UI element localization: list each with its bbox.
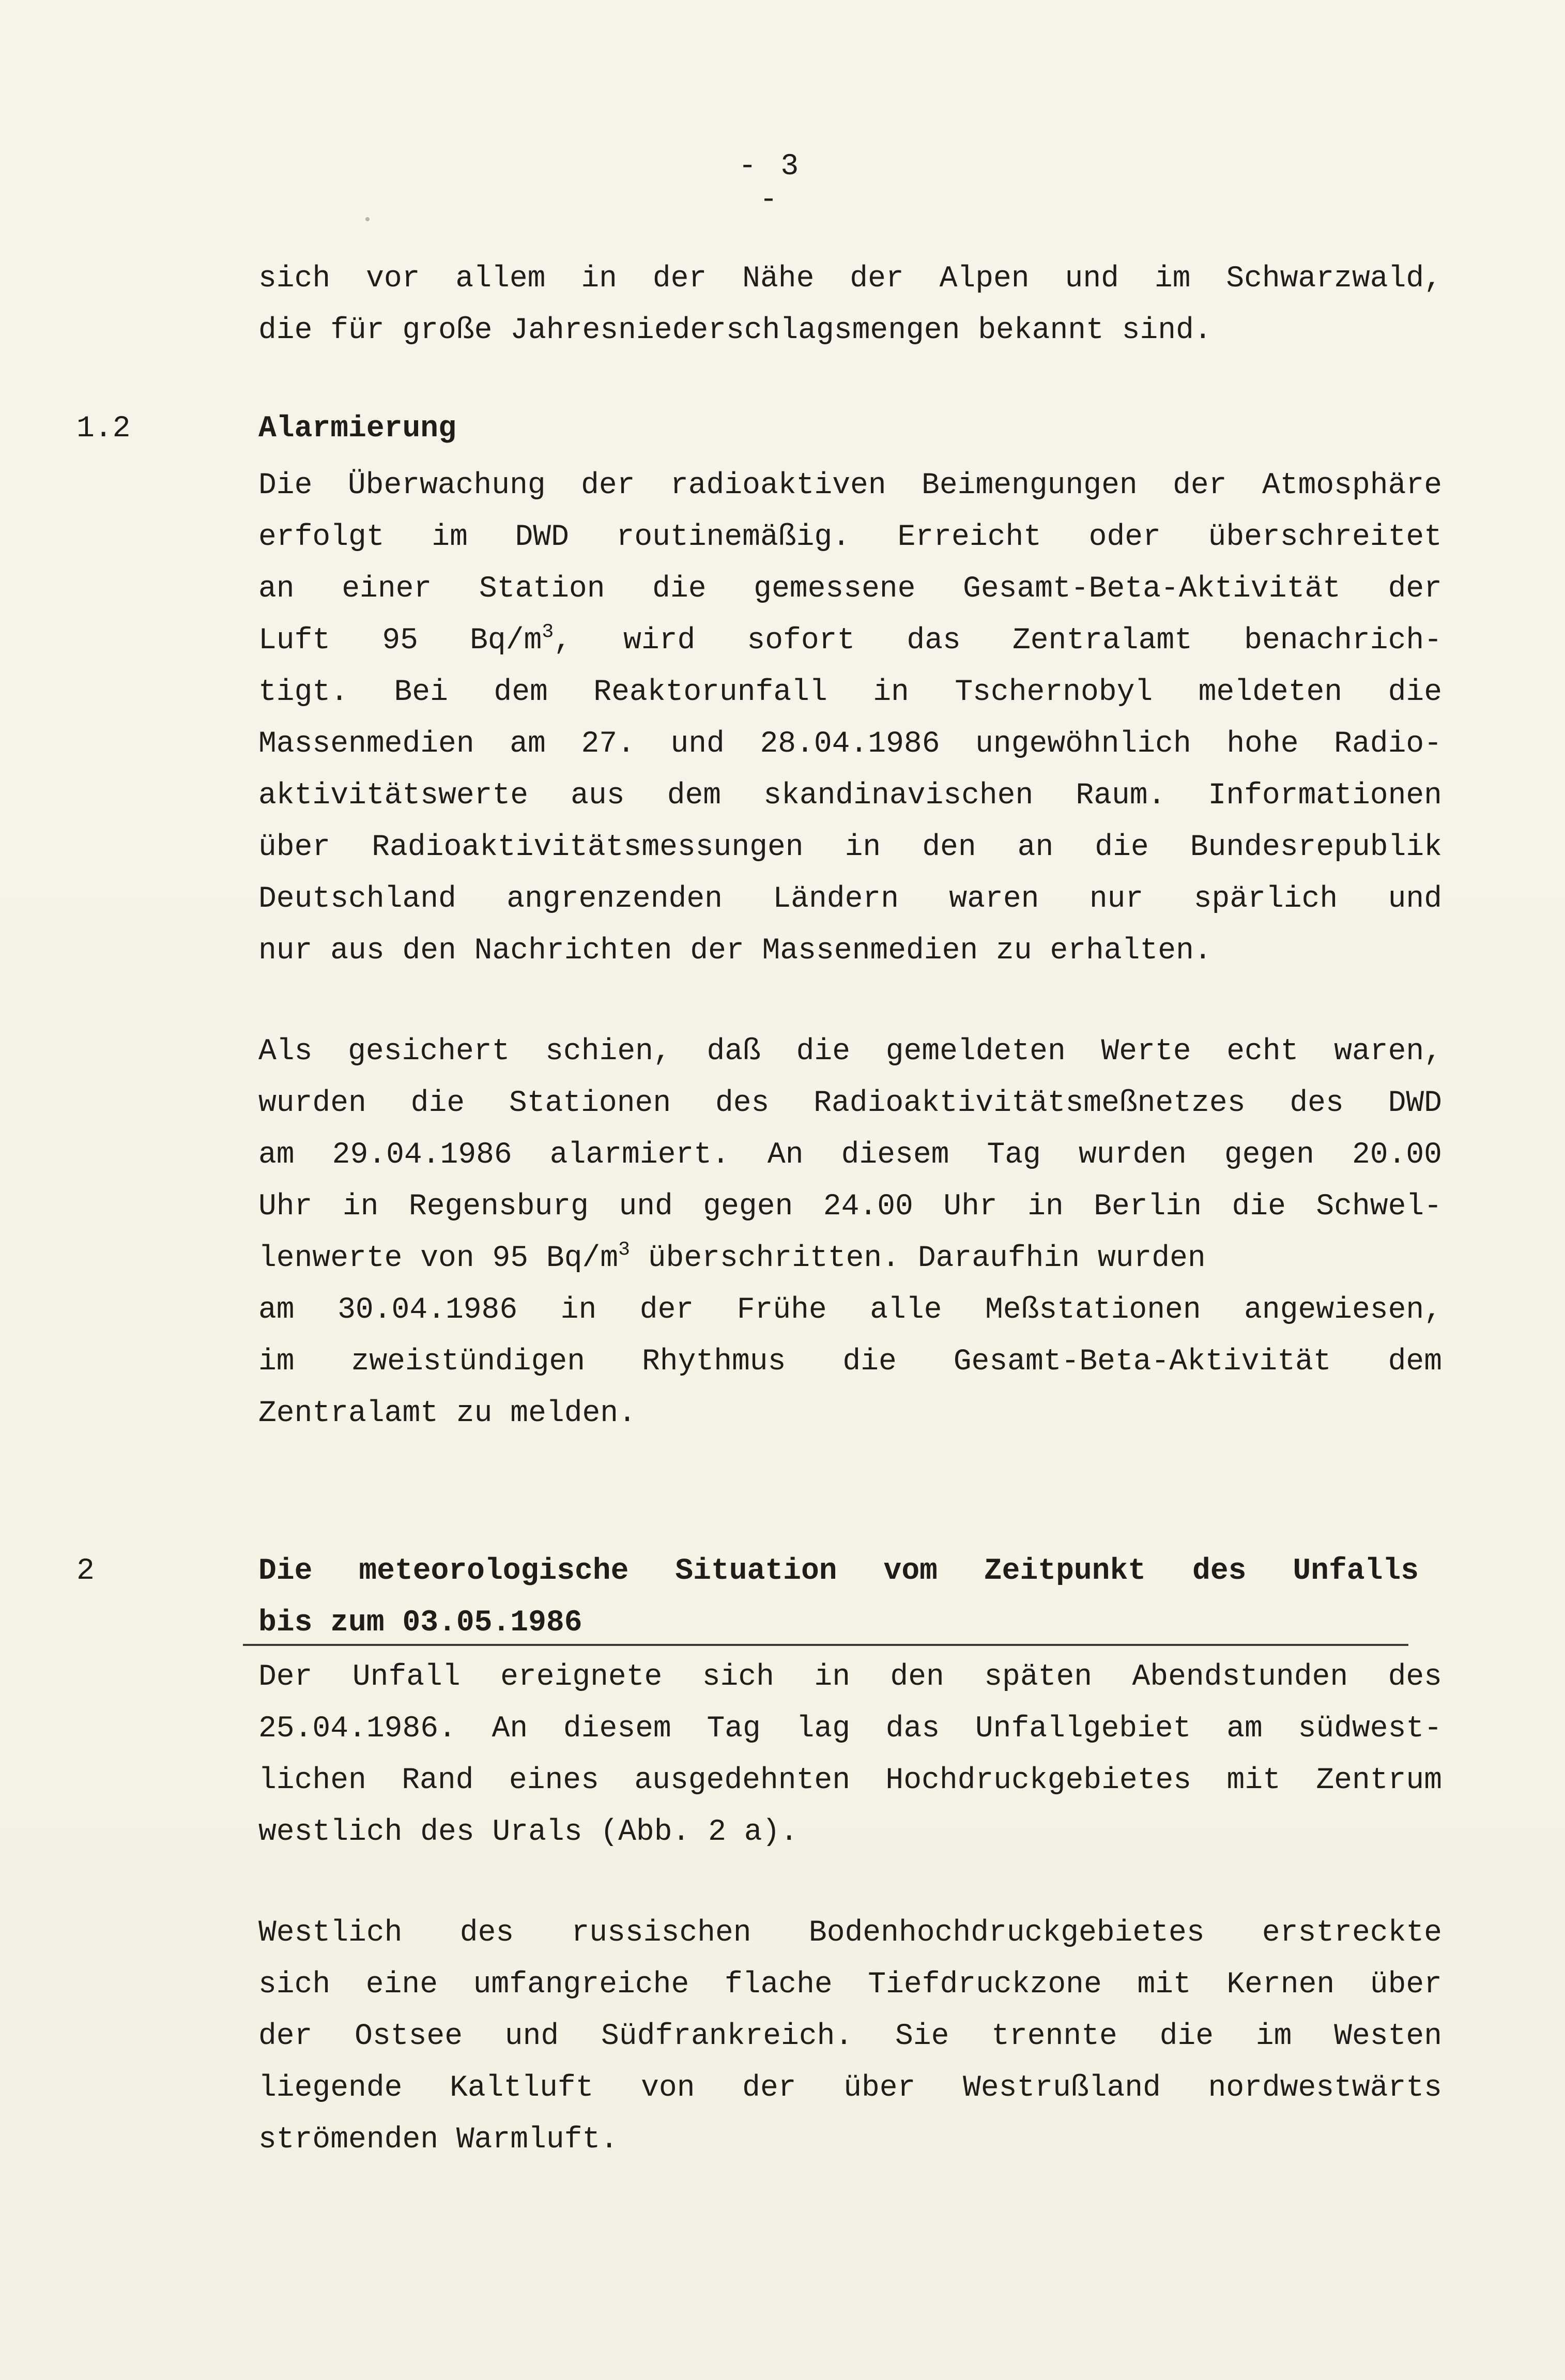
section-number: 1.2 [76,412,131,446]
section-title-continuation: bis zum 03.05.1986 [258,1606,582,1640]
text-fragment: Luft 95 Bq/m [258,624,542,658]
text-line: Der Unfall ereignete sich in den späten Abendstunden des [258,1660,1442,1694]
text-line: Deutschland angrenzenden Ländern waren nur spärlich und [258,882,1442,916]
text-line: sich vor allem in der Nähe der Alpen und im Schwarzwald, [258,262,1442,296]
text-line: Als gesichert schien, daß die gemeldeten Werte echt waren, [258,1035,1442,1069]
text-line: die für große Jahresniederschlagsmengen bekannt sind. [258,314,1212,347]
text-line: über Radioaktivitätsmessungen in den an die Bundesrepublik [258,831,1442,864]
text-fragment: lenwerte von 95 Bq/m [258,1242,619,1275]
heading-underline [243,1644,1408,1646]
text-line: Uhr in Regensburg und gegen 24.00 Uhr in Berlin die Schwel- [258,1190,1442,1224]
text-line: am 30.04.1986 in der Frühe alle Meßstationen angewiesen, [258,1293,1442,1327]
text-line: aktivitätswerte aus dem skandinavischen Raum. Informationen [258,779,1442,813]
superscript: 3 [618,1239,630,1261]
text-line: erfolgt im DWD routinemäßig. Erreicht oder überschreitet [258,521,1442,554]
text-line: Zentralamt zu melden. [258,1397,636,1430]
text-fragment: , wird sofort das Zentralamt benachrich- [554,624,1442,658]
superscript: 3 [542,621,554,643]
text-line: Massenmedien am 27. und 28.04.1986 ungewöhnlich hohe Radio- [258,727,1442,761]
text-line: sich eine umfangreiche flache Tiefdruckzone mit Kernen über [258,1968,1442,2002]
text-fragment: überschritten. Daraufhin wurden [630,1242,1206,1275]
text-line: nur aus den Nachrichten der Massenmedien zu erhalten. [258,934,1212,968]
text-line: der Ostsee und Südfrankreich. Sie trennte die im Westen [258,2020,1442,2053]
text-line: Die Überwachung der radioaktiven Beimengungen der Atmosphäre [258,469,1442,502]
text-line-with-superscript [258,1233,1442,1287]
text-line: 25.04.1986. An diesem Tag lag das Unfallgebiet am südwest- [258,1712,1442,1746]
section-title: Alarmierung [258,412,456,446]
text-line: strömenden Warmluft. [258,2123,619,2157]
text-line: am 29.04.1986 alarmiert. An diesem Tag wurden gegen 20.00 [258,1138,1442,1172]
text-line: lichen Rand eines ausgedehnten Hochdruckgebietes mit Zentrum [258,1764,1442,1797]
section-title: Die meteorologische Situation vom Zeitpunkt des Unfalls [258,1554,1419,1588]
page-number: - 3 - [738,150,802,217]
text-line: tigt. Bei dem Reaktorunfall in Tschernobyl meldeten die [258,676,1442,709]
section-number: 2 [76,1554,95,1588]
text-line: liegende Kaltluft von der über Westrußland nordwestwärts [258,2071,1442,2105]
paper-speck [365,217,370,221]
text-line: westlich des Urals (Abb. 2 a). [258,1815,799,1849]
text-line: an einer Station die gemessene Gesamt-Beta-Aktivität der [258,572,1442,606]
text-line-with-superscript [258,615,1442,669]
text-line: im zweistündigen Rhythmus die Gesamt-Beta-Aktivität dem [258,1345,1442,1379]
text-line: wurden die Stationen des Radioaktivitätsmeßnetzes des DWD [258,1087,1442,1120]
text-line: Westlich des russischen Bodenhochdruckgebietes erstreckte [258,1916,1442,1950]
